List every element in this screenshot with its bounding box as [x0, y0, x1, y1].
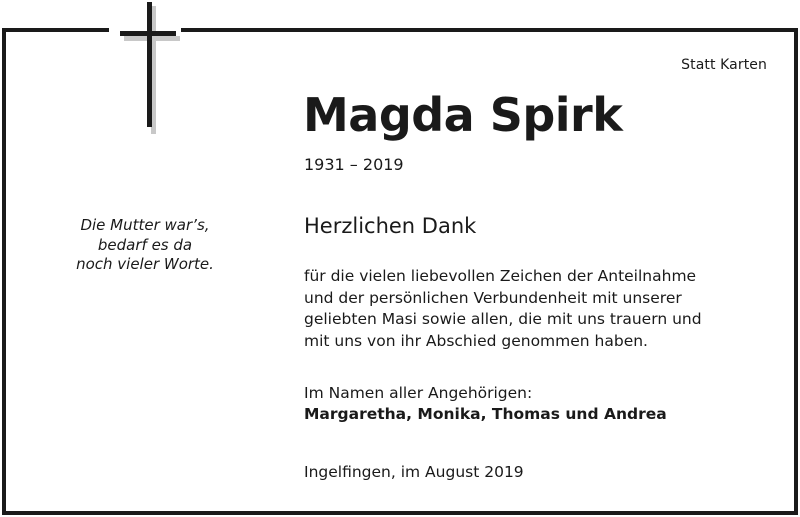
frame-bottom-line [2, 511, 798, 515]
quote-block [40, 216, 250, 275]
frame-top-left-line [2, 28, 109, 32]
deceased-name: Magda Spirk [303, 88, 623, 142]
place-date: Ingelfingen, im August 2019 [304, 463, 524, 481]
frame-top-right-line [181, 28, 798, 32]
message-line: mit uns von ihr Abschied genommen haben. [304, 331, 648, 350]
signoff-names: Margaretha, Monika, Thomas und Andrea [304, 405, 667, 423]
deceased-years: 1931 – 2019 [304, 155, 404, 174]
quote-line: noch vieler Worte. [76, 255, 214, 273]
cross-icon [118, 0, 182, 136]
message-line: geliebten Masi sowie allen, die mit uns trauern und [304, 310, 702, 328]
thanks-heading: Herzlichen Dank [304, 214, 477, 238]
thanks-message [304, 266, 702, 352]
message-line: für die vielen liebevollen Zeichen der Anteilnahme [304, 267, 697, 285]
frame-left-line [2, 28, 6, 515]
quote-line: bedarf es da [97, 235, 193, 254]
frame-right-line [794, 28, 798, 515]
message-line: und der persönlichen Verbundenheit mit unserer [304, 288, 682, 307]
signoff-label: Im Namen aller Angehörigen: [304, 384, 533, 402]
statt-karten-label: Statt Karten [681, 57, 767, 73]
quote-line: Die Mutter war’s, [80, 216, 210, 234]
